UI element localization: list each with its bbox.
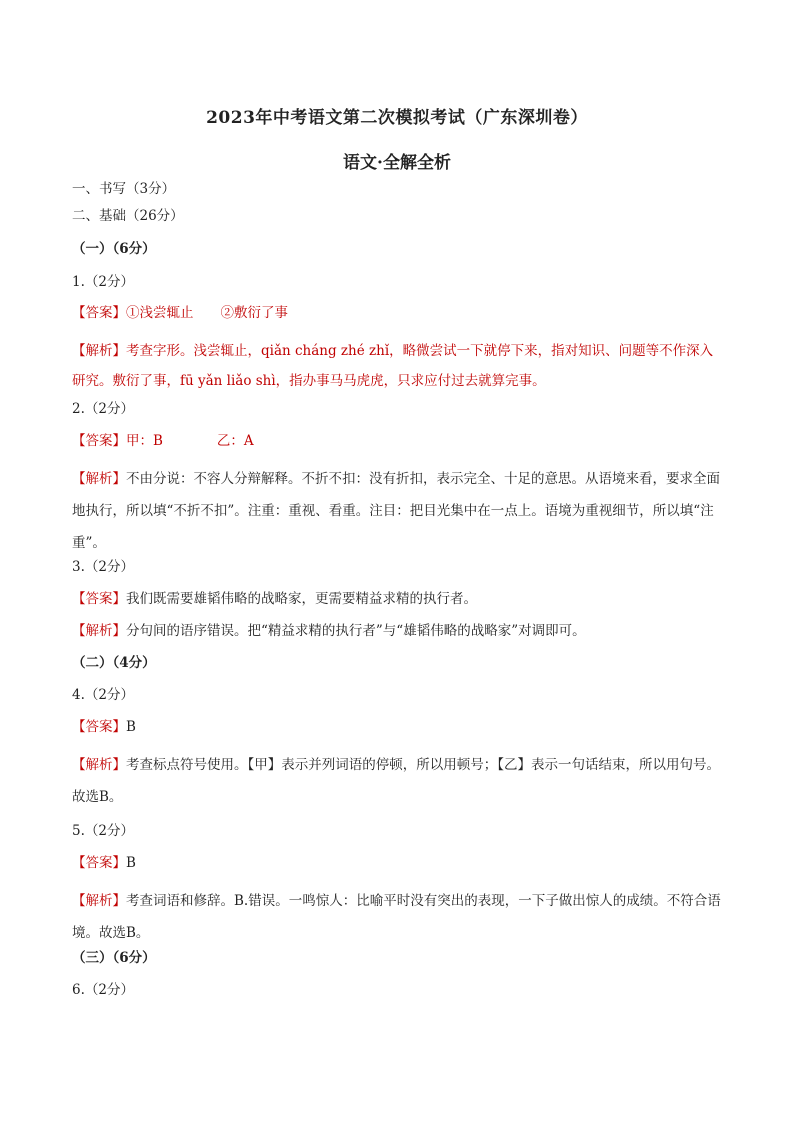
question-number-2: 2.（2分） — [72, 401, 134, 417]
analysis-text: 考查词语和修辞。B.错误。一鸣惊人：比喻平时没有突出的表现，一下子做出惊人的成绩。不符合语境。故选B。 — [72, 893, 721, 941]
page-title: 2023年中考语文第二次模拟考试（广东深圳卷） — [206, 108, 588, 128]
answer-text: B — [126, 719, 136, 735]
analysis-tag: 【解析】 — [72, 471, 126, 487]
answer-tag: 【答案】 — [72, 305, 126, 321]
answer-text: B — [126, 855, 136, 871]
analysis-q1 — [72, 336, 724, 396]
analysis-q2 — [72, 463, 724, 559]
page-subtitle: 语文·全解全析 — [343, 153, 451, 173]
answer-tag: 【答案】 — [72, 719, 126, 735]
answer-q1 — [72, 304, 288, 323]
analysis-q3 — [72, 622, 586, 641]
question-number-3: 3.（2分） — [72, 559, 134, 575]
answer-tag: 【答案】 — [72, 855, 126, 871]
analysis-tag: 【解析】 — [72, 757, 126, 773]
answer-text: 甲：B 乙：A — [126, 433, 254, 449]
answer-text: ①浅尝辄止 ②敷衍了事 — [126, 305, 288, 321]
analysis-text: 考查标点符号使用。【甲】表示并列词语的停顿，所以用顿号；【乙】表示一句话结束，所以用句号。故选B。 — [72, 757, 720, 805]
section-heading-writing: 一、书写（3分） — [72, 181, 176, 197]
analysis-q5 — [72, 885, 724, 949]
answer-q5 — [72, 854, 136, 873]
subsection-heading-2: （二）（4分） — [72, 655, 156, 671]
analysis-tag: 【解析】 — [72, 343, 126, 359]
answer-q3 — [72, 590, 477, 609]
subsection-heading-1: （一）（6分） — [72, 241, 156, 257]
question-number-6: 6.（2分） — [72, 982, 134, 998]
answer-q2 — [72, 432, 254, 451]
answer-tag: 【答案】 — [72, 591, 126, 607]
section-heading-basics: 二、基础（26分） — [72, 208, 184, 224]
analysis-tag: 【解析】 — [72, 623, 126, 639]
analysis-text: 考查字形。浅尝辄止，qiǎn cháng zhé zhǐ，略微尝试一下就停下来，指对知识、问题等不作深入研究。敷衍了事，fū yǎn liǎo shì，指办事马马虎虎，只求应付过去就算完事。 — [72, 343, 714, 389]
subsection-heading-3: （三）（6分） — [72, 950, 156, 966]
analysis-tag: 【解析】 — [72, 893, 126, 909]
answer-q4 — [72, 718, 136, 737]
question-number-5: 5.（2分） — [72, 823, 134, 839]
analysis-text: 不由分说：不容人分辩解释。不折不扣：没有折扣，表示完全、十足的意思。从语境来看，要求全面地执行，所以填“不折不扣”。注重：重视、看重。注目：把目光集中在一点上。语境为重视细节，所以填“注重”。 — [72, 471, 720, 551]
answer-text: 我们既需要雄韬伟略的战略家，更需要精益求精的执行者。 — [126, 591, 477, 607]
question-number-1: 1.（2分） — [72, 274, 134, 290]
question-number-4: 4.（2分） — [72, 687, 134, 703]
analysis-text: 分句间的语序错误。把“精益求精的执行者”与“雄韬伟略的战略家”对调即可。 — [126, 623, 586, 639]
answer-tag: 【答案】 — [72, 433, 126, 449]
analysis-q4 — [72, 749, 724, 813]
